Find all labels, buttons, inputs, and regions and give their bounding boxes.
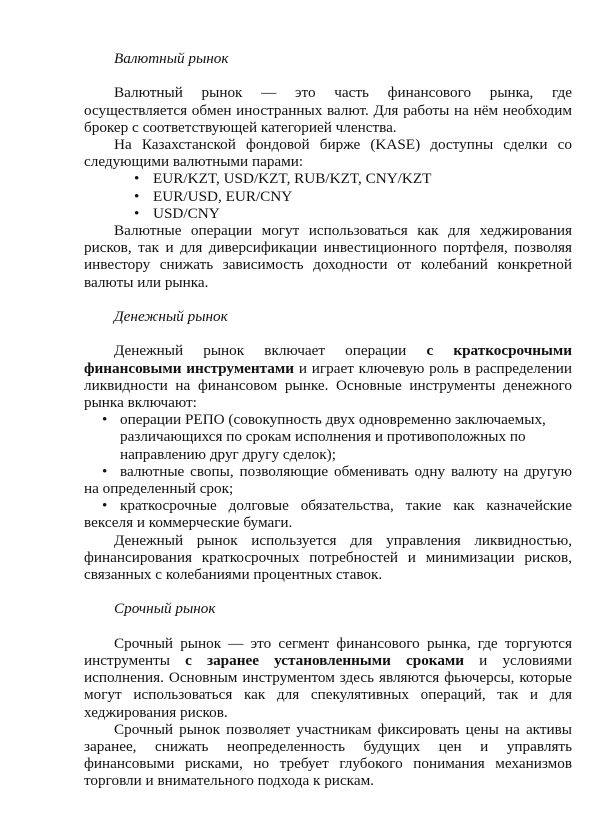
list-item: • операции РЕПО (совокупность двух одновременно заключаемых, различающихся по срокам исполнения и противоположных по направлению друг другу сделок);	[102, 411, 546, 463]
paragraph: Срочный рынок позволяет участникам фиксировать цены на активы заранее, снижать неопределенность будущих цен и управлять финансовыми рисками, но требует глубокого понимания механизмов торговли и внимательного подхода к рискам.	[84, 720, 572, 790]
emphasis: с краткосрочными финансовыми инструментами	[84, 342, 573, 377]
bullet-icon: •	[134, 170, 140, 188]
list-item: • USD/CNY	[134, 204, 220, 222]
paragraph: Валютный рынок — это часть финансового рынка, где осуществляется обмен иностранных валют. Для работы на нём необходим брокер с соответствующей категорией членства.	[84, 84, 572, 136]
section-currency-market	[84, 50, 572, 291]
section-heading: Срочный рынок	[114, 600, 216, 618]
section-money-market	[84, 308, 572, 583]
section-heading: Денежный рынок	[114, 308, 228, 325]
list-item: • валютные свопы, позволяющие обменивать одну валюту на другую на определенный срок;	[84, 462, 572, 497]
section-heading: Валютный рынок	[114, 50, 229, 67]
bullet-icon: •	[102, 411, 108, 429]
paragraph: Срочный рынок — это сегмент финансового рынка, где торгуются инструменты с заранее установленными сроками и условиями исполнения. Основным инструментом здесь являются фьючерсы, которые могут использоваться как для спекулятивных операций, так и для хеджирования рисков.	[84, 634, 572, 721]
paragraph: Денежный рынок включает операции с краткосрочными финансовыми инструментами и играет ключевую роль в распределении ликвидности на финансовом рынке. Основные инструменты денежного рынка включают:	[84, 342, 573, 411]
bullet-icon: •	[102, 497, 108, 515]
bullet-icon: •	[134, 204, 140, 222]
document-page	[84, 50, 572, 790]
list-item: • EUR/KZT, USD/KZT, RUB/KZT, CNY/KZT	[134, 170, 432, 188]
emphasis: с заранее установленными сроками	[185, 651, 465, 669]
section-derivatives-market	[84, 600, 572, 789]
paragraph: На Казахстанской фондовой бирже (KASE) доступны сделки со следующими валютными парами:	[84, 135, 572, 171]
list-item: • краткосрочные долговые обязательства, такие как казначейские векселя и коммерческие бумаги.	[84, 497, 572, 532]
bullet-icon: •	[134, 187, 140, 205]
bullet-list	[84, 411, 572, 531]
bullet-list	[84, 170, 572, 222]
paragraph: Денежный рынок используется для управления ликвидностью, финансирования краткосрочных потребностей и минимизации рисков, связанных с колебаниями процентных ставок.	[84, 531, 572, 584]
bullet-icon: •	[102, 462, 108, 480]
paragraph: Валютные операции могут использоваться как для хеджирования рисков, так и для диверсификации инвестиционного портфеля, позволяя инвестору снижать зависимость доходности от колебаний конкретной валюты или рынка.	[84, 222, 572, 291]
list-item: • EUR/USD, EUR/CNY	[134, 187, 293, 205]
